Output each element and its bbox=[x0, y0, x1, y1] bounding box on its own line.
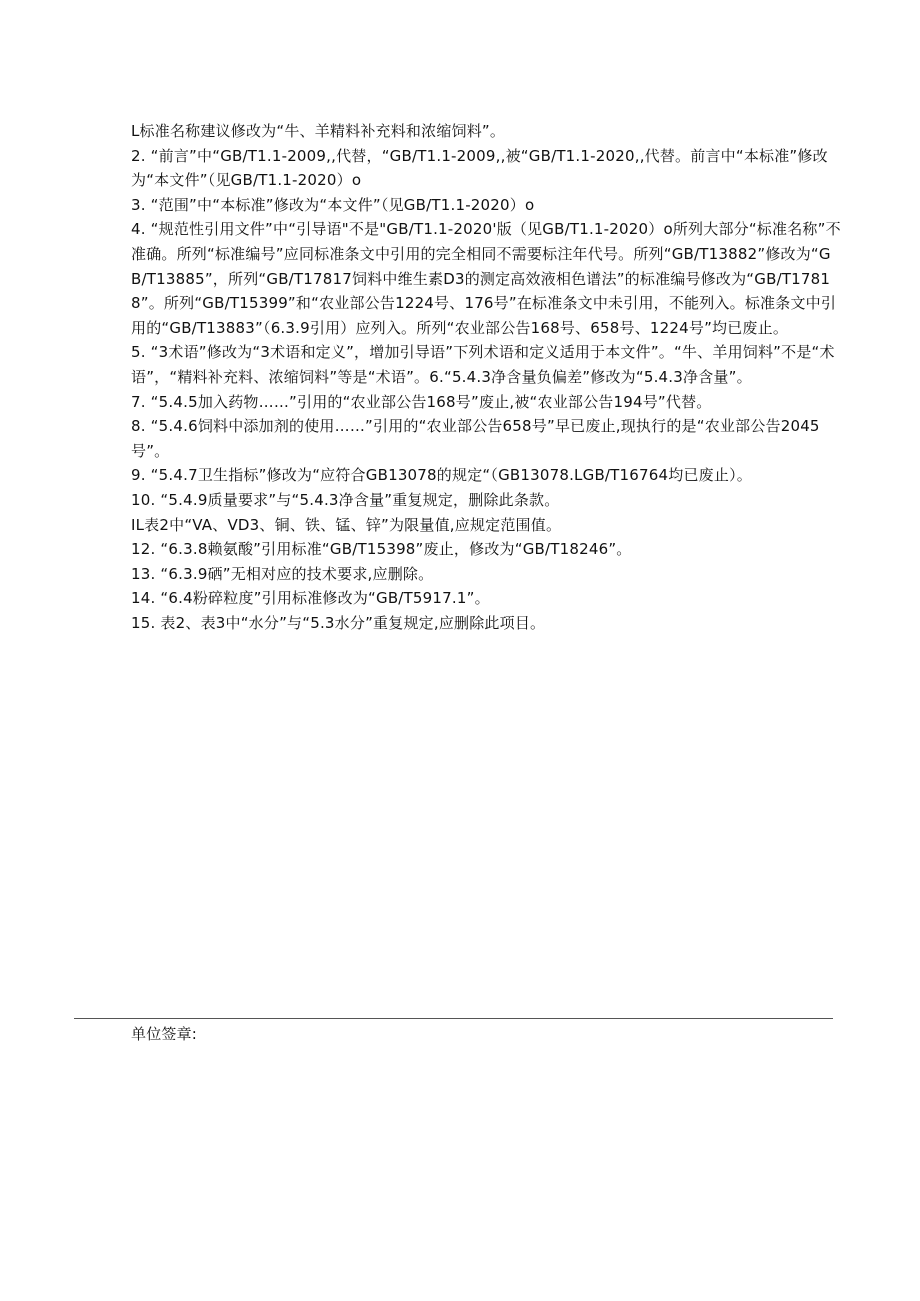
signature-label: 单位签章: bbox=[131, 1025, 198, 1043]
comment-item-8: 8. “5.4.6饲料中添加剂的使用……”引用的“农业部公告658号”早已废止,现执行的是“农业部公告2045号”。 bbox=[131, 417, 820, 460]
comment-item-9: 9. “5.4.7卫生指标”修改为“应符合GB13078的规定“（GB13078.LGB/T16764均已废止）。 bbox=[131, 466, 752, 485]
comment-item-10: 10. “5.4.9质量要求”与“5.4.3净含量”重复规定，删除此条款。 bbox=[131, 490, 560, 509]
comment-item-7: 7. “5.4.5加入药物……”引用的“农业部公告168号”废止,被“农业部公告194号”代替。 bbox=[131, 392, 712, 411]
comment-item-1: L标准名称建议修改为“牛、羊精料补充料和浓缩饲料”。 bbox=[131, 122, 506, 140]
comment-item-12: 12. “6.3.8赖氨酸”引用标准“GB/T15398”废止，修改为“GB/T18246”。 bbox=[131, 540, 632, 559]
signature-divider bbox=[74, 1018, 833, 1019]
comment-item-4: 4. “规范性引用文件”中“引导语"不是"GB/T1.1-2020'版（见GB/T1.1-2020）o所列大部分“标准名称”不准确。所列“标准编号”应同标准条文中引用的完全相同不需要标注年代号。所列“GB/T13882”修改为“GB/T13885”，所列“GB/T17817饲料中维生素D3的测定高效液相色谱法”的标准编号修改为“GB/T17818”。所列“GB/T15399”和“农业部公告1224号、176号”在标准条文中未引用，不能列入。标准条文中引用的“GB/T13883”（6.3.9引用）应列入。所列“农业部公告168号、658号、1224号”均已废止。 bbox=[131, 220, 841, 337]
comment-item-3: 3. “范围”中“本标准”修改为“本文件”（见GB/T1.1-2020）o bbox=[131, 195, 535, 214]
comment-item-14: 14. “6.4粉碎粒度”引用标准修改为“GB/T5917.1”。 bbox=[131, 589, 490, 608]
comment-item-13: 13. “6.3.9硒”无相对应的技术要求,应删除。 bbox=[131, 564, 434, 583]
comment-item-11: IL表2中“VA、VD3、铜、铁、锰、锌”为限量值,应规定范围值。 bbox=[131, 515, 562, 534]
comment-item-2: 2. “前言”中“GB/T1.1-2009,,代替，“GB/T1.1-2009,,被“GB/T1.1-2020,,代替。前言中“本标准”修改为“本文件”（见GB/T1.1-2020）o bbox=[131, 146, 828, 190]
comment-list bbox=[131, 119, 841, 635]
comment-item-15: 15. 表2、表3中“水分”与“5.3水分”重复规定,应删除此项目。 bbox=[131, 613, 546, 632]
comment-item-5: 5. “3术语”修改为“3术语和定义”，增加引导语”下列术语和定义适用于本文件”。“牛、羊用饲料”不是“术语”，“精料补充料、浓缩饲料”等是“术语”。6.“5.4.3净含量负偏差”修改为“5.4.3净含量”。 bbox=[131, 343, 835, 386]
